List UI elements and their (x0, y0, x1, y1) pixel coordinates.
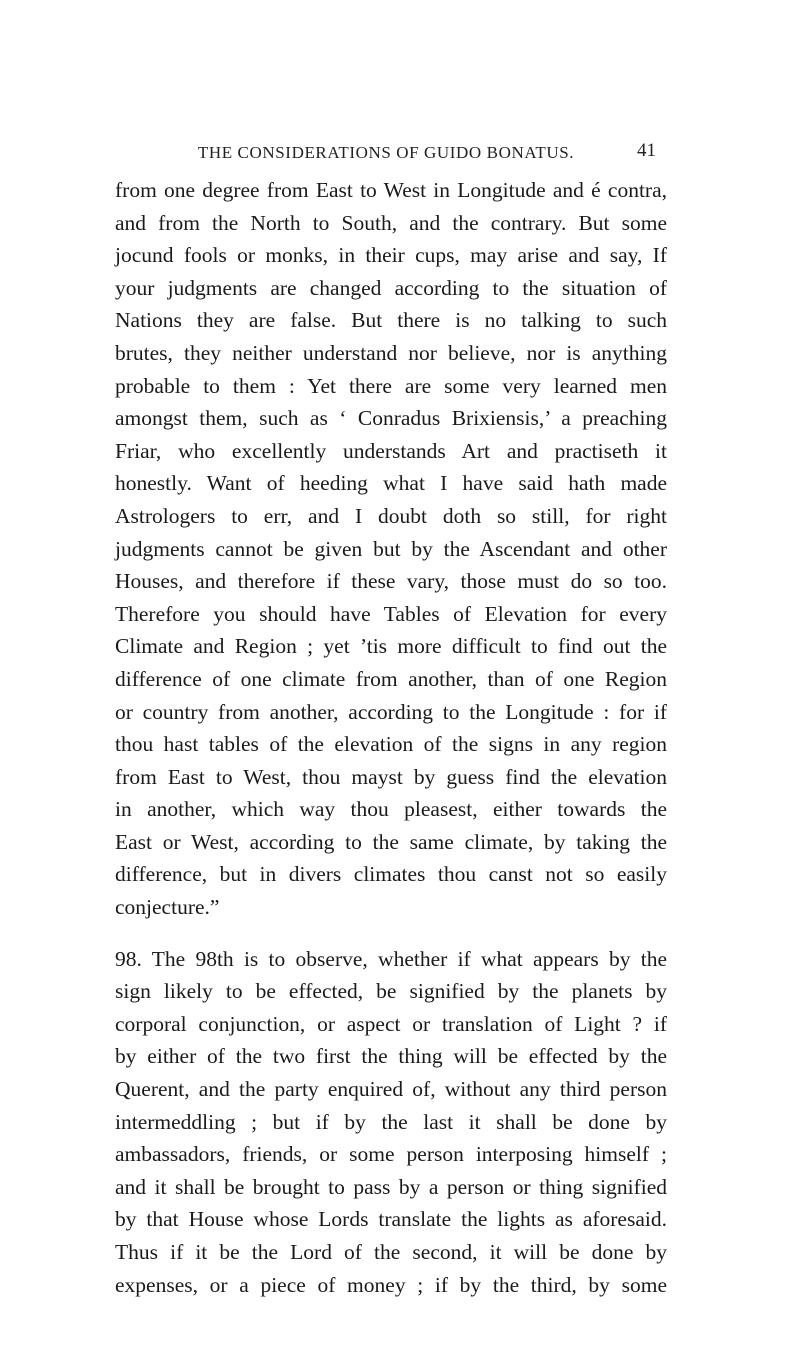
running-head: THE CONSIDERATIONS OF GUIDO BONATUS. (197, 143, 575, 162)
text-line: conjecture.” (115, 895, 220, 920)
text-line: probable to them : Yet there are some very learned men (115, 373, 667, 398)
text-line: corporal conjunction, or aspect or translation of Light ? if (115, 1011, 667, 1036)
text-line: Climate and Region ; yet ’tis more difficult to find out the (115, 634, 667, 659)
text-line: thou hast tables of the elevation of the signs in any region (115, 732, 667, 757)
text-line: difference of one climate from another, than of one Region (115, 666, 667, 691)
text-line: difference, but in divers climates thou canst not so easily (115, 862, 667, 887)
text-line: brutes, they neither understand nor believe, nor is anything (115, 340, 667, 365)
text-line: by that House whose Lords translate the lights as aforesaid. (115, 1207, 667, 1232)
page-number: 41 (637, 140, 656, 161)
text-line: amongst them, such as ‘ Conradus Brixiensis,’ a preaching (115, 406, 667, 431)
text-line: from East to West, thou mayst by guess find the elevation (115, 764, 667, 789)
text-line: East or West, according to the same climate, by taking the (115, 829, 667, 854)
text-line: judgments cannot be given but by the Ascendant and other (115, 536, 667, 561)
text-line: by either of the two first the thing will be effected by the (115, 1044, 667, 1069)
text-line: in another, which way thou pleasest, either towards the (115, 797, 667, 822)
text-line: from one degree from East to West in Longitude and é contra, (115, 178, 667, 202)
text-line: and from the North to South, and the contrary. But some (115, 210, 667, 235)
text-line: 98. The 98th is to observe, whether if what appears by the (115, 946, 667, 971)
text-line: or country from another, according to the Longitude : for if (115, 699, 667, 724)
body-text (115, 174, 667, 1301)
text-line: Houses, and therefore if these vary, those must do so too. (115, 569, 667, 594)
text-line: Friar, who excellently understands Art and practiseth it (115, 438, 667, 463)
text-line: your judgments are changed according to the situation of (115, 275, 667, 300)
text-line: Nations they are false. But there is no talking to such (115, 308, 667, 333)
text-line: sign likely to be effected, be signified by the planets by (115, 979, 667, 1004)
paragraph-1 (115, 174, 667, 924)
text-line: Astrologers to err, and I doubt doth so still, for right (115, 503, 667, 528)
text-line: ambassadors, friends, or some person interposing himself ; (115, 1142, 667, 1167)
paragraph-gap (115, 924, 667, 943)
text-line: Querent, and the party enquired of, without any third person (115, 1077, 667, 1102)
paragraph-2 (115, 943, 667, 1302)
text-line: expenses, or a piece of money ; if by the third, by some (115, 1272, 667, 1297)
text-line: jocund fools or monks, in their cups, may arise and say, If (115, 243, 667, 268)
text-line: honestly. Want of heeding what I have said hath made (115, 471, 667, 496)
text-line: intermeddling ; but if by the last it shall be done by (115, 1109, 667, 1134)
text-line: Therefore you should have Tables of Elevation for every (115, 601, 667, 626)
text-line: Thus if it be the Lord of the second, it will be done by (115, 1240, 667, 1264)
text-line: and it shall be brought to pass by a person or thing signified (115, 1174, 667, 1199)
